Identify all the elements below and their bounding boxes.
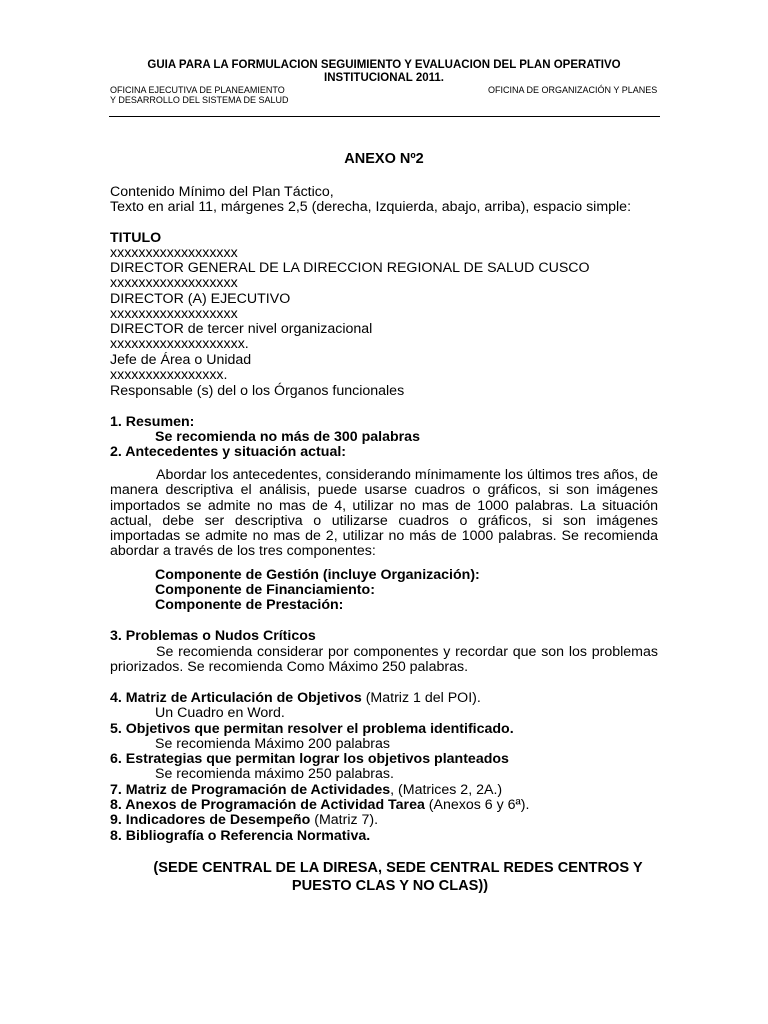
component-financiamiento: Componente de Financiamiento: [155, 582, 375, 598]
header-left-line1: OFICINA EJECUTIVA DE PLANEAMIENTO [110, 85, 285, 95]
section3-paragraph: Se recomienda considerar por componentes y recordar que son los problemas priorizados. Se recomienda Como Máximo 250 palabras. [110, 644, 658, 676]
section3-title: 3. Problemas o Nudos Críticos [110, 628, 316, 644]
section9-line [110, 813, 378, 828]
header-right: OFICINA DE ORGANIZACIÓN Y PLANES [488, 85, 658, 95]
section4-title: 4. Matriz de Articulación de Objetivos [110, 690, 362, 706]
director-tercer-nivel: DIRECTOR de tercer nivel organizacional [110, 321, 373, 337]
section9-extra: (Matriz 7). [310, 812, 379, 828]
section9-title: 9. Indicadores de Desempeño [110, 812, 311, 828]
header-left-line2: Y DESARROLLO DEL SISTEMA DE SALUD [110, 95, 289, 105]
anexo-heading: ANEXO Nº2 [344, 151, 424, 167]
placeholder-x4: xxxxxxxxxxxxxxxxxxx. [110, 336, 249, 352]
document-title-line1: GUIA PARA LA FORMULACION SEGUIMIENTO Y EVALUACION DEL PLAN OPERATIVO [147, 59, 621, 71]
section1-text: Se recomienda no más de 300 palabras [155, 429, 420, 445]
section7-extra: , (Matrices 2, 2A.) [390, 782, 503, 798]
footer-line2: PUESTO CLAS Y NO CLAS)) [291, 878, 489, 894]
jefe-area: Jefe de Área o Unidad [110, 352, 252, 368]
titulo-label: TITULO [110, 230, 162, 246]
header-divider [109, 116, 660, 117]
intro-line1: Contenido Mínimo del Plan Táctico, [110, 184, 334, 200]
placeholder-x2: xxxxxxxxxxxxxxxxxx [110, 275, 238, 291]
footer-line1: (SEDE CENTRAL DE LA DIRESA, SEDE CENTRAL REDES CENTROS Y [153, 860, 643, 876]
section1-title: 1. Resumen: [110, 414, 195, 430]
section4-extra: (Matriz 1 del POI). [361, 690, 481, 706]
director-general: DIRECTOR GENERAL DE LA DIRECCION REGIONAL DE SALUD CUSCO [110, 260, 590, 276]
intro-line2: Texto en arial 11, márgenes 2,5 (derecha, Izquierda, abajo, arriba), espacio simple: [110, 199, 632, 215]
placeholder-x3: xxxxxxxxxxxxxxxxxx [110, 306, 238, 322]
component-prestacion: Componente de Prestación: [155, 597, 344, 613]
section7-title: 7. Matriz de Programación de Actividades [110, 782, 391, 798]
section2-paragraph: Abordar los antecedentes, considerando mínimamente los últimos tres años, de manera descriptiva el análisis, puede usarse cuadros o gráficos, si son imágenes importados se admite no mas de 4, utilizar no mas de 1000 palabras. La situación actual, debe ser descriptiva o utilizarse cuadros o gráficos, si son imágenes importadas se admite no mas de 2, utilizar no más de 1000 palabras. Se recomienda abordar a través de los tres componentes: [110, 467, 658, 560]
section5-title: 5. Objetivos que permitan resolver el problema identificado. [110, 721, 514, 737]
document-title-line2: INSTITUCIONAL 2011. [324, 72, 444, 84]
section8-title: 8. Anexos de Programación de Actividad Tarea [110, 797, 425, 813]
section4-line [110, 691, 481, 706]
section6-text: Se recomienda máximo 250 palabras. [155, 766, 394, 782]
section4-text: Un Cuadro en Word. [155, 705, 285, 721]
section7-line [110, 783, 502, 798]
section8-line [110, 798, 529, 813]
component-gestion: Componente de Gestión (incluye Organización): [155, 567, 480, 583]
placeholder-x5: xxxxxxxxxxxxxxxx. [110, 367, 228, 383]
section2-title: 2. Antecedentes y situación actual: [110, 444, 347, 460]
section10-title: 8. Bibliografía o Referencia Normativa. [110, 828, 371, 844]
director-ejecutivo: DIRECTOR (A) EJECUTIVO [110, 291, 291, 307]
section6-title: 6. Estrategias que permitan lograr los objetivos planteados [110, 751, 509, 767]
placeholder-x1: xxxxxxxxxxxxxxxxxx [110, 245, 238, 261]
responsable: Responsable (s) del o los Órganos funcionales [110, 383, 405, 399]
section8-extra: (Anexos 6 y 6ª). [424, 797, 530, 813]
section5-text: Se recomienda Máximo 200 palabras [155, 736, 391, 752]
